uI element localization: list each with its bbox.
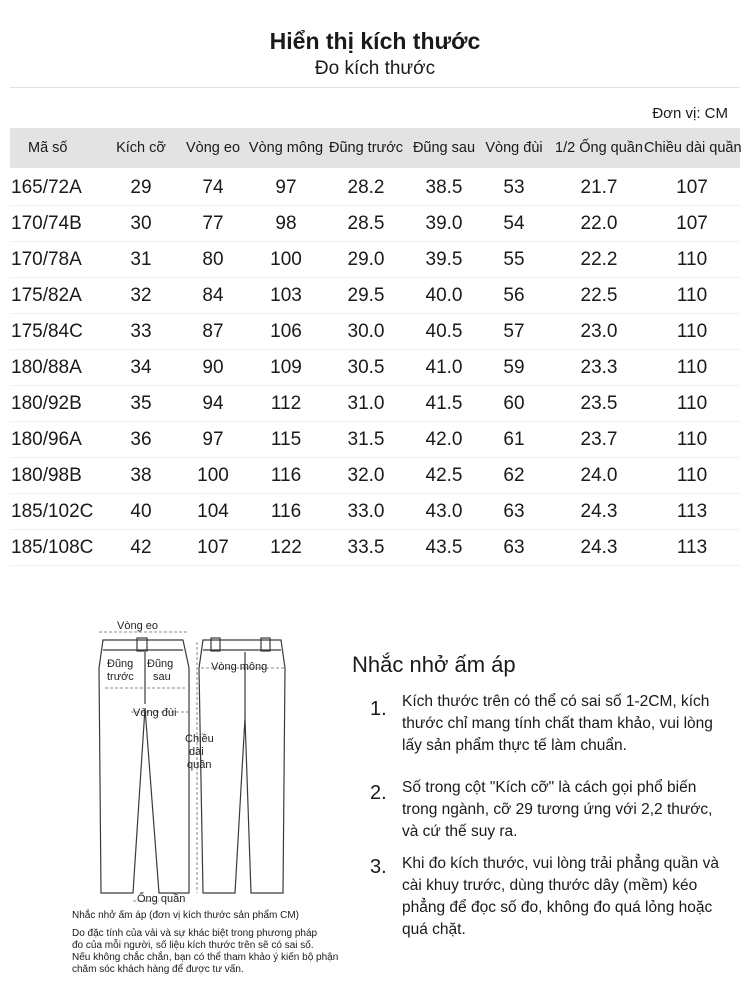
- table-cell: 74: [202, 177, 224, 198]
- diagram-label-length: Chiều: [185, 733, 214, 745]
- table-cell: 23.5: [580, 393, 618, 414]
- diagram-label-hip: Vòng mông: [211, 661, 268, 673]
- col-header-length: Chiều dài quần: [644, 140, 742, 156]
- table-cell: 32: [130, 285, 152, 306]
- table-cell: 22.2: [580, 249, 618, 270]
- table-cell: 29.5: [347, 285, 385, 306]
- table-cell: 107: [676, 177, 708, 198]
- table-cell: 43.0: [425, 501, 463, 522]
- table-cell: 100: [270, 249, 302, 270]
- diagram-label-back-rise: sau: [153, 671, 171, 683]
- table-cell: 185/108C: [11, 537, 94, 558]
- diagram-label-back-rise: Đũng: [147, 658, 174, 670]
- table-cell: 61: [503, 429, 525, 450]
- table-cell: 165/72A: [11, 177, 82, 198]
- table-cell: 170/74B: [11, 213, 82, 234]
- table-cell: 98: [275, 213, 297, 234]
- table-cell: 56: [503, 285, 525, 306]
- col-header-hip: Vòng mông: [248, 140, 324, 156]
- table-cell: 116: [270, 465, 302, 486]
- table-cell: 39.5: [425, 249, 463, 270]
- col-header-code: Mã số: [28, 140, 68, 156]
- table-cell: 180/98B: [11, 465, 82, 486]
- table-cell: 180/88A: [11, 357, 82, 378]
- tip-text: Khi đo kích thước, vui lòng trải phẳng quần và cài khuy trước, dùng thước dây (mềm) kéo phẳng để đọc số đo, không đo quá lỏng hoặc quá chặt.: [402, 855, 719, 938]
- table-cell: 110: [676, 357, 708, 378]
- page-title: Hiển thị kích thước: [269, 28, 481, 54]
- page-subtitle: Đo kích thước: [314, 58, 436, 79]
- table-cell: 33: [130, 321, 152, 342]
- col-header-size: Kích cỡ: [116, 140, 166, 156]
- table-cell: 42.0: [425, 429, 463, 450]
- diagram-label-waist: Vòng eo: [117, 620, 158, 632]
- table-cell: 31: [130, 249, 152, 270]
- table-cell: 28.2: [347, 177, 385, 198]
- table-cell: 23.3: [580, 357, 618, 378]
- table-cell: 175/82A: [11, 285, 82, 306]
- table-row: [10, 530, 740, 566]
- table-cell: 32.0: [347, 465, 385, 486]
- table-row: [10, 494, 740, 530]
- reminder-title: Nhắc nhở ấm áp: [352, 652, 516, 677]
- table-cell: 55: [503, 249, 525, 270]
- diagram-label-front-rise: Đũng: [107, 658, 134, 670]
- table-cell: 97: [202, 429, 224, 450]
- table-cell: 23.0: [580, 321, 618, 342]
- table-cell: 113: [676, 537, 708, 558]
- table-cell: 110: [676, 249, 708, 270]
- table-cell: 30.0: [347, 321, 385, 342]
- table-cell: 40: [130, 501, 152, 522]
- table-cell: 122: [270, 537, 302, 558]
- col-header-waist: Vòng eo: [185, 140, 241, 156]
- table-cell: 107: [197, 537, 229, 558]
- table-cell: 24.3: [580, 501, 618, 522]
- table-cell: 36: [130, 429, 152, 450]
- table-cell: 77: [202, 213, 224, 234]
- tip-number: 1.: [370, 698, 387, 720]
- table-row: [10, 242, 740, 278]
- table-cell: 180/92B: [11, 393, 82, 414]
- table-cell: 35: [130, 393, 152, 414]
- table-cell: 110: [676, 465, 708, 486]
- table-cell: 22.0: [580, 213, 618, 234]
- table-cell: 112: [270, 393, 302, 414]
- table-cell: 90: [202, 357, 224, 378]
- tip-number: 3.: [370, 856, 387, 878]
- diagram-note-line: đo của mỗi người, số liệu kích thước trên sẽ có sai số.: [72, 940, 314, 951]
- table-row: [10, 386, 740, 422]
- diagram-label-front-rise: trước: [107, 671, 134, 683]
- diagram-label-length: dài: [189, 746, 204, 758]
- table-cell: 38.5: [425, 177, 463, 198]
- table-cell: 22.5: [580, 285, 618, 306]
- unit-label: Đơn vị: CM: [652, 105, 728, 122]
- tip-text: Kích thước trên có thể có sai số 1-2CM, kích thước chỉ mang tính chất tham khảo, vui lòng lấy sản phẩm thực tế làm chuẩn.: [402, 693, 713, 754]
- table-cell: 60: [503, 393, 525, 414]
- diagram-label-thigh: Vòng đùi: [133, 707, 177, 719]
- table-cell: 38: [130, 465, 152, 486]
- diagram-note-line: Do đặc tính của vải và sự khác biệt trong phương pháp: [72, 928, 318, 939]
- table-cell: 34: [130, 357, 152, 378]
- table-cell: 87: [202, 321, 224, 342]
- diagram-label-hem: Ống quần: [137, 893, 186, 905]
- table-cell: 115: [270, 429, 302, 450]
- table-cell: 33.5: [347, 537, 385, 558]
- table-cell: 59: [503, 357, 525, 378]
- col-header-thigh: Vòng đùi: [485, 140, 543, 156]
- table-cell: 104: [197, 501, 229, 522]
- table-cell: 107: [676, 213, 708, 234]
- tip-number: 2.: [370, 782, 387, 804]
- tip-text: Số trong cột "Kích cỡ" là cách gọi phổ biến trong ngành, cỡ 29 tương ứng với 2,2 thước, và cứ thế suy ra.: [402, 779, 713, 840]
- table-cell: 109: [270, 357, 302, 378]
- diagram-note-line: chăm sóc khách hàng để được tư vấn.: [72, 964, 244, 975]
- table-cell: 170/78A: [11, 249, 82, 270]
- table-cell: 175/84C: [11, 321, 83, 342]
- table-cell: 116: [270, 501, 302, 522]
- table-cell: 41.5: [425, 393, 463, 414]
- trouser-measurement-diagram: [85, 608, 315, 908]
- table-cell: 28.5: [347, 213, 385, 234]
- diagram-note-title: Nhắc nhở ấm áp (đơn vị kích thước sản phẩm CM): [72, 910, 300, 921]
- table-cell: 57: [503, 321, 525, 342]
- table-cell: 84: [202, 285, 224, 306]
- table-cell: 33.0: [347, 501, 385, 522]
- col-header-back-rise: Đũng sau: [412, 140, 476, 156]
- table-cell: 80: [202, 249, 224, 270]
- table-cell: 97: [275, 177, 297, 198]
- table-cell: 21.7: [580, 177, 618, 198]
- table-cell: 42.5: [425, 465, 463, 486]
- col-header-front-rise: Đũng trước: [328, 140, 403, 156]
- table-cell: 24.3: [580, 537, 618, 558]
- table-cell: 100: [197, 465, 229, 486]
- table-cell: 41.0: [425, 357, 463, 378]
- table-cell: 42: [130, 537, 152, 558]
- table-cell: 110: [676, 393, 708, 414]
- table-row: [10, 314, 740, 350]
- table-cell: 31.5: [347, 429, 385, 450]
- table-cell: 110: [676, 429, 708, 450]
- table-cell: 40.0: [425, 285, 463, 306]
- table-cell: 39.0: [425, 213, 463, 234]
- table-cell: 24.0: [580, 465, 618, 486]
- table-row: [10, 422, 740, 458]
- table-cell: 180/96A: [11, 429, 82, 450]
- table-cell: 106: [270, 321, 302, 342]
- table-cell: 110: [676, 285, 708, 306]
- size-table-header: [10, 128, 740, 168]
- table-row: [10, 278, 740, 314]
- diagram-note-line: Nếu không chắc chắn, bạn có thể tham khảo ý kiến bộ phận: [72, 952, 339, 963]
- table-cell: 185/102C: [11, 501, 94, 522]
- table-cell: 53: [503, 177, 525, 198]
- table-cell: 40.5: [425, 321, 463, 342]
- table-cell: 110: [676, 321, 708, 342]
- table-cell: 43.5: [425, 537, 463, 558]
- col-header-half-hem: 1/2 Ống quần: [555, 140, 643, 156]
- table-cell: 30.5: [347, 357, 385, 378]
- table-cell: 54: [503, 213, 525, 234]
- table-cell: 103: [270, 285, 302, 306]
- table-cell: 30: [130, 213, 152, 234]
- diagram-label-length: quần: [187, 759, 212, 771]
- table-cell: 113: [676, 501, 708, 522]
- table-cell: 63: [503, 537, 525, 558]
- table-cell: 31.0: [347, 393, 385, 414]
- divider: [10, 87, 740, 88]
- table-cell: 29.0: [347, 249, 385, 270]
- table-row: [10, 350, 740, 386]
- table-row: [10, 206, 740, 242]
- table-row: [10, 170, 740, 206]
- table-cell: 29: [130, 177, 152, 198]
- table-cell: 62: [503, 465, 525, 486]
- table-row: [10, 458, 740, 494]
- table-cell: 94: [202, 393, 224, 414]
- table-cell: 23.7: [580, 429, 618, 450]
- table-cell: 63: [503, 501, 525, 522]
